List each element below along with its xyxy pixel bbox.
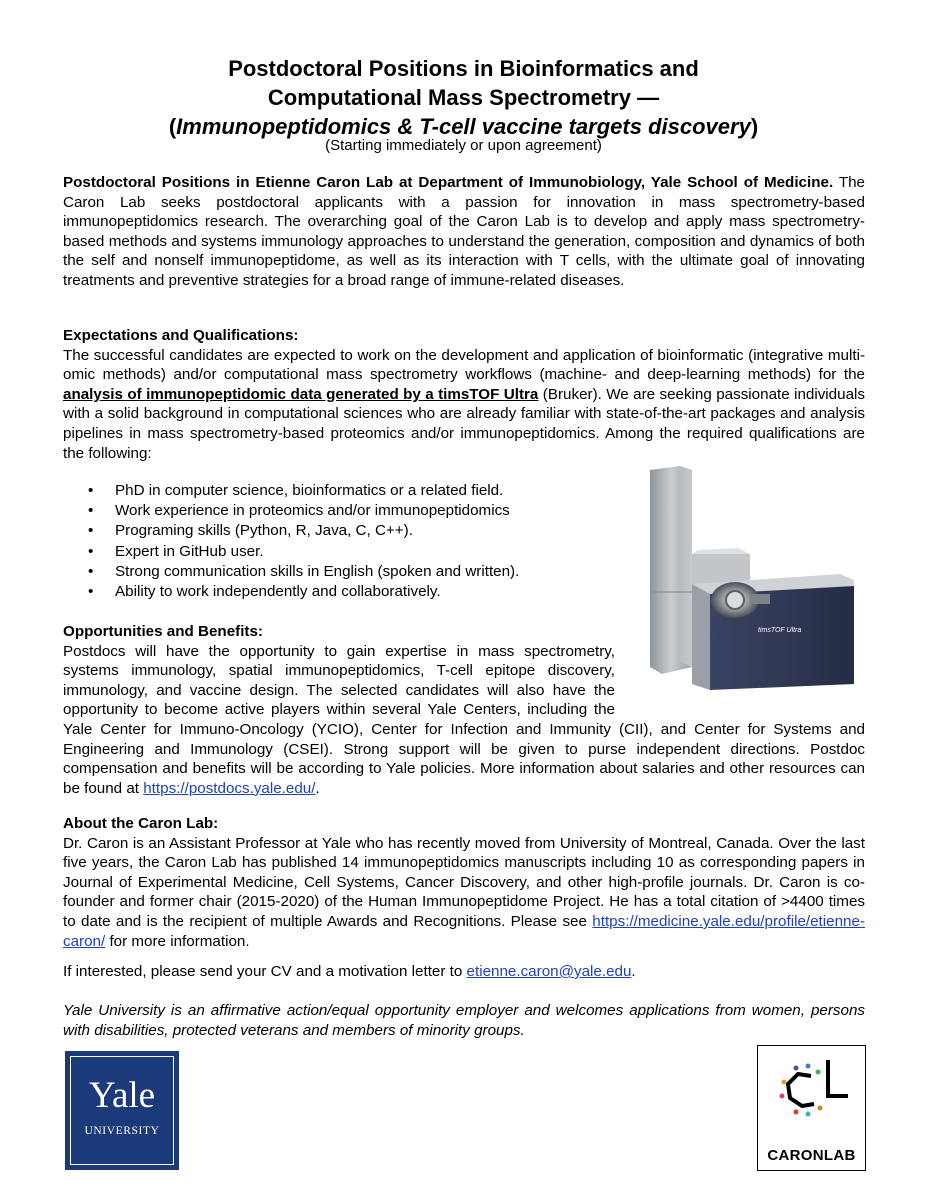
title-italic: Immunopeptidomics & T-cell vaccine targets discovery	[176, 114, 751, 139]
intro-text: The Caron Lab seeks postdoctoral applicants with a passion for innovation in mass spectrometry-based immunopeptidomics research. The overarching goal of the Caron Lab is to develop and apply mass spectrometry-based methods and systems immunology approaches to understand the generation, composition and dynamics of both the self and nonself immunopeptidome, as well as its interaction with T cells, with the ultimate goal of innovating treatments and preventive strategies for a broad range of immune-related diseases.	[63, 174, 865, 289]
title-line-2: Computational Mass Spectrometry —	[267, 85, 660, 110]
caronlab-logo	[757, 1045, 866, 1171]
bullet-icon: •	[88, 583, 94, 601]
expectations-paragraph: The successful candidates are expected to work on the development and application of bioinformatic (integrative multi-omic methods) and/or computational mass spectrometry workflows (machine- and deep-learning methods) for the analysis of immunopeptidomic data generated by a timsTOF Ultra (Bruker). We are seeking passionate individuals with a solid background in computational sciences who are already familiar with state-of-the-art packages and analysis pipelines in mass spectrometry-based proteomics and/or immunopeptidomics. Among the required qualifications are the following:	[63, 346, 865, 462]
list-item: • Strong communication skills in English (spoken and written).	[63, 562, 603, 582]
intro-paragraph	[63, 173, 865, 291]
about-paragraph: Dr. Caron is an Assistant Professor at Yale who has recently moved from University of Montreal, Canada. Over the last five years, the Caron Lab has published 14 immunopeptidomics manuscripts including 10 as corresponding papers in Journal of Experimental Medicine, Cell Systems, Cancer Discovery, and other high-profile journals. Dr. Caron is co-founder and former chair (2015-2020) of the Human Immunopeptidome Project. He has a total citation of >4400 times to date and is the recipient of multiple Awards and Recognitions. Please see https://medicine.yale.edu/profile/etienne-caron/ for more information.	[63, 834, 865, 950]
contact-line: If interested, please send your CV and a motivation letter to etienne.caron@yale.edu.	[63, 963, 636, 980]
intro-bold-lead: Postdoctoral Positions in Etienne Caron Lab at Department of Immunobiology, Yale School of Medicine.	[63, 174, 834, 191]
list-item: • Programing skills (Python, R, Java, C, C++).	[63, 521, 603, 541]
expectations-section	[63, 326, 865, 463]
yale-logo	[65, 1051, 179, 1170]
title-line-1: Postdoctoral Positions in Bioinformatics and	[228, 56, 699, 81]
about-section	[63, 814, 865, 951]
caronlab-symbol-icon	[758, 1046, 865, 1138]
caronlab-wordmark: CARONLAB	[767, 1147, 856, 1164]
bullet-icon: •	[88, 502, 94, 520]
yale-wordmark: Yale	[88, 1075, 156, 1116]
bullet-icon: •	[88, 482, 94, 499]
bullet-icon: •	[88, 522, 94, 540]
yale-university-label: UNIVERSITY	[84, 1125, 160, 1137]
list-item: • Expert in GitHub user.	[63, 542, 603, 562]
list-item: • Work experience in proteomics and/or immunopeptidomics	[63, 501, 603, 521]
image-wrap-spacer	[615, 622, 865, 708]
timstof-emphasis: analysis of immunopeptidomic data generated by a timsTOF Ultra	[63, 385, 539, 403]
opportunities-heading: Opportunities and Benefits:	[63, 623, 263, 640]
page-title	[0, 54, 927, 141]
list-item: • PhD in computer science, bioinformatics or a related field.	[63, 481, 603, 501]
instrument-label: timsTOF Ultra	[758, 627, 802, 634]
subtitle: (Starting immediately or upon agreement)	[325, 137, 602, 154]
list-item: • Ability to work independently and collaboratively.	[63, 582, 603, 602]
profile-link[interactable]: https://medicine.yale.edu/profile/etienne-caron/	[63, 912, 865, 950]
bullet-icon: •	[88, 542, 94, 560]
opportunities-text: Postdocs will have the opportunity to gain expertise in mass spectrometry, systems immunology, spatial immunopeptidomics, T-cell epitope discovery, immunology, and vaccine design. The selected candidates will also have the opportunity to become active players within several Yale Centers, including the Yale Center for Immuno-Oncology (YCIO), Center for Infection and Immunity (CII), and Center for Systems and Engineering and Immunology (CSEI). Strong support will be given to purse independent directions. Postdoc compensation and benefits will be according to Yale policies. More information about salaries and other resources can be found at	[63, 642, 865, 797]
title-line-3: (Immunopeptidomics & T-cell vaccine targets discovery)	[168, 114, 759, 139]
postdocs-link[interactable]: https://postdocs.yale.edu/	[143, 779, 316, 797]
expectations-heading: Expectations and Qualifications:	[63, 327, 299, 344]
bullet-icon: •	[88, 562, 94, 580]
email-link[interactable]: etienne.caron@yale.edu	[466, 963, 632, 980]
about-heading: About the Caron Lab:	[63, 815, 219, 832]
qualifications-list	[63, 481, 603, 602]
opportunities-section: Opportunities and Benefits: Postdocs will have the opportunity to gain expertise in mass spectrometry, systems immunology, spatial immunopeptidomics, T-cell epitope discovery, immunology, and vaccine design. The selected candidates will also have the opportunity to become active players within several Yale Centers, including the Yale Center for Immuno-Oncology (YCIO), Center for Infection and Immunity (CII), and Center for Systems and Engineering and Immunology (CSEI). Strong support will be given to purse independent directions. Postdoc compensation and benefits will be according to Yale policies. More information about salaries and other resources can be found at https://postdocs.yale.edu/.	[63, 623, 865, 797]
equal-opportunity-statement: Yale University is an affirmative action/equal opportunity employer and welcomes applications from women, persons with disabilities, protected veterans and members of minority groups.	[63, 1002, 865, 1039]
